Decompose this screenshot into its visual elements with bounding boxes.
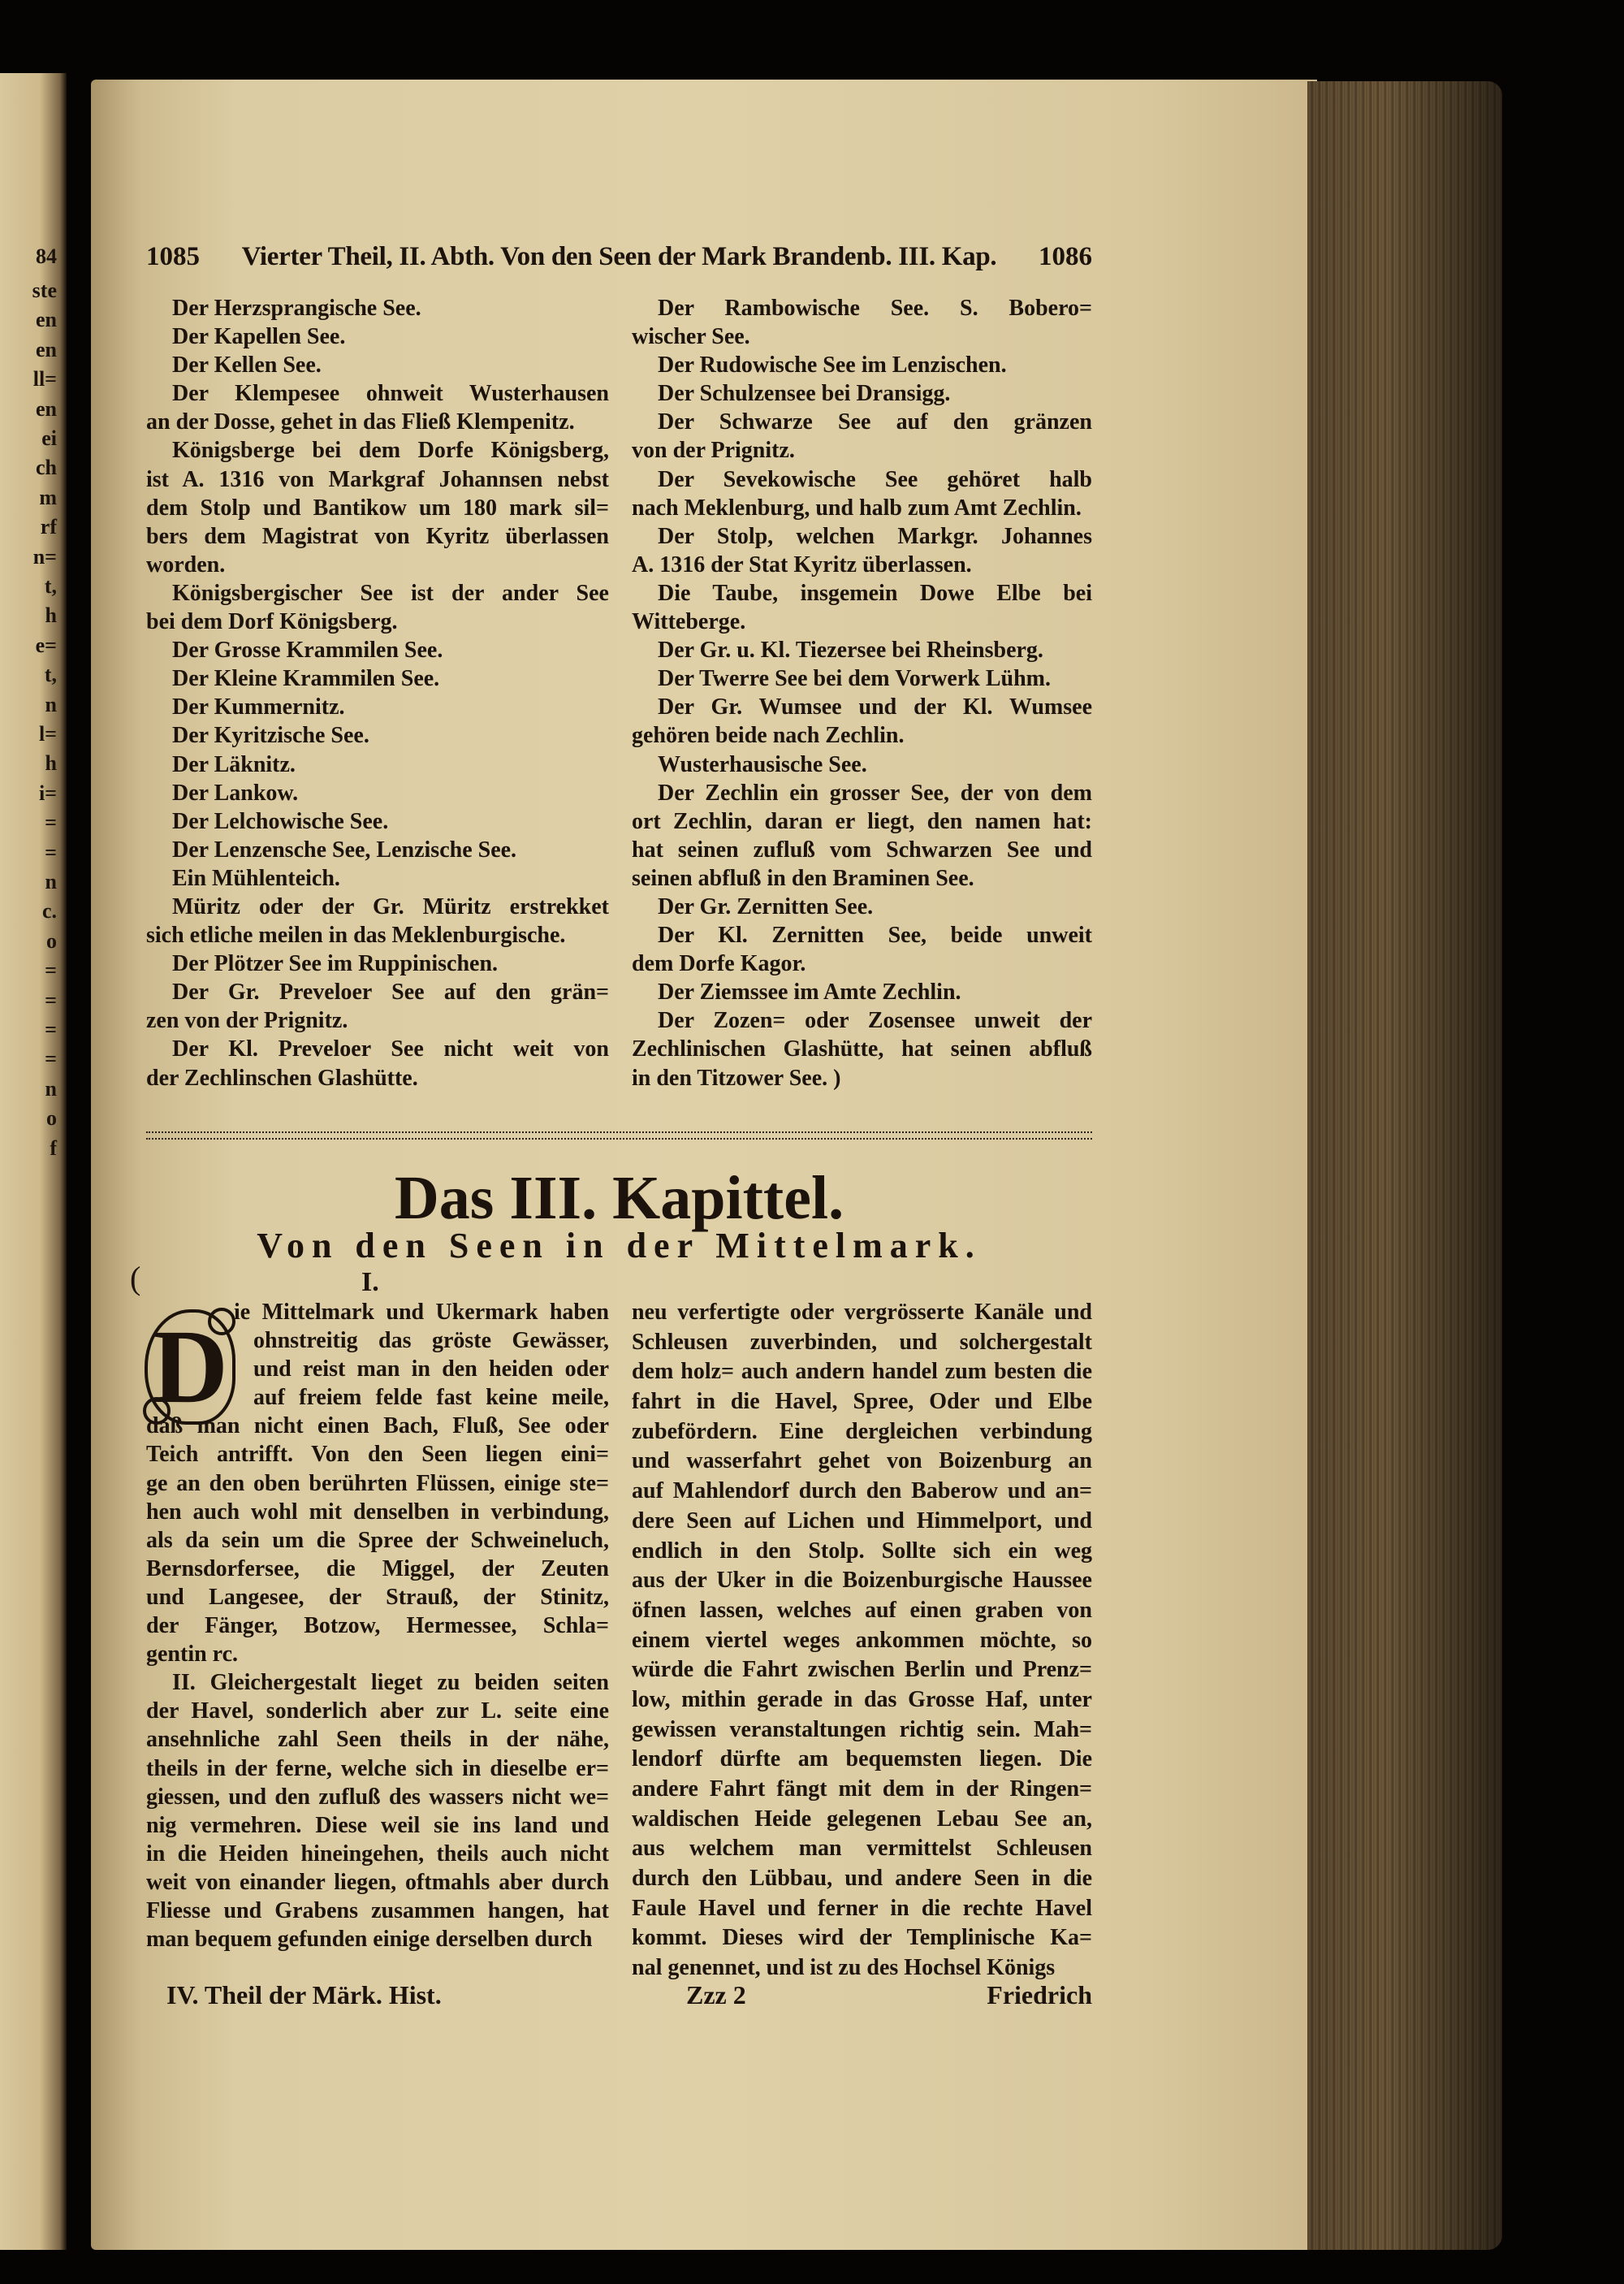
text-line: und wasserfahrt gehet von Boizenburg an: [632, 1448, 1092, 1474]
text-line: Bernsdorfersee, die Miggel, der Zeuten: [146, 1555, 609, 1581]
text-line: Der Kl. Preveloer See nicht weit von: [172, 1036, 609, 1062]
lower-left-column: [146, 1298, 609, 1953]
text-line: dem Stolp und Bantikow um 180 mark sil=: [146, 495, 609, 521]
previous-page-fragment: f: [50, 1136, 57, 1160]
running-title: Vierter Theil, II. Abth. Von den Seen der Mark Brandenb. III. Kap.: [241, 242, 997, 271]
text-line: Ein Mühlenteich.: [172, 865, 340, 891]
text-line: Der Zechlin ein grosser See, der von dem: [658, 780, 1092, 806]
text-line: Der Schwarze See auf den gränzen: [658, 409, 1092, 435]
text-line: Der Kyritzische See.: [172, 723, 369, 749]
text-line: nach Meklenburg, und halb zum Amt Zechlin.: [632, 495, 1082, 521]
text-line: endlich in den Stolp. Sollte sich ein weg: [632, 1538, 1092, 1564]
text-line: und Langesee, der Strauß, der Stinitz,: [146, 1584, 609, 1610]
text-line: weit von einander liegen, oftmahls aber durch: [146, 1869, 609, 1895]
previous-page-fragment: t,: [44, 663, 57, 687]
text-line: öfnen lassen, welches auf einen graben von: [632, 1597, 1092, 1623]
text-line: worden.: [146, 552, 226, 577]
text-line: Der Kl. Zernitten See, beide unweit: [658, 923, 1092, 949]
text-line: giessen, und den zufluß des wassers nicht we=: [146, 1784, 609, 1810]
text-line: low, mithin gerade in das Grosse Haf, unter: [632, 1686, 1092, 1712]
text-line: der Fänger, Botzow, Hermessee, Schla=: [146, 1613, 609, 1639]
text-line: Zechlinischen Glashütte, hat seinen abfluß: [632, 1036, 1092, 1062]
text-line: gehören beide nach Zechlin.: [632, 723, 905, 749]
text-line: sich etliche meilen in das Meklenburgische.: [146, 923, 566, 949]
text-line: gentin rc.: [146, 1642, 239, 1668]
previous-page-fragment: m: [39, 485, 57, 509]
previous-page-fragment: o: [46, 1106, 57, 1131]
text-line: ansehnliche zahl Seen theils in der nähe,: [146, 1727, 609, 1753]
previous-page-edge: [0, 73, 67, 2250]
signature-line: IV. Theil der Märk. Hist.: [166, 1980, 442, 2009]
text-line: in die Heiden hineingehen, theils auch nicht: [146, 1841, 609, 1867]
previous-page-fragment: n: [45, 692, 57, 716]
previous-page-fragment: =: [45, 1047, 57, 1071]
text-line: Der Rambowische See. S. Bobero=: [658, 296, 1092, 321]
page-number-right: 1086: [1039, 242, 1092, 271]
text-line: dem holz= auch andern handel zum besten die: [632, 1359, 1092, 1385]
text-line: gewissen veranstaltungen richtig sein. Mah=: [632, 1716, 1092, 1742]
previous-page-fragment: t,: [44, 574, 57, 598]
drop-cap-initial: D: [145, 1309, 235, 1425]
text-line: von der Prignitz.: [632, 438, 795, 464]
previous-page-fragment: n=: [32, 544, 57, 569]
previous-page-fragment: ch: [36, 456, 57, 480]
chapter-subtitle: Von den Seen in der Mittelmark.: [257, 1226, 982, 1265]
text-line: andere Fahrt fängt mit dem in der Ringen=: [632, 1776, 1092, 1802]
text-line: Der Gr. Wumsee und der Kl. Wumsee: [658, 694, 1092, 720]
previous-page-fragment: l=: [38, 722, 57, 746]
ornamental-divider: [146, 1131, 1092, 1140]
text-line: Königsbergischer See ist der ander See: [172, 580, 609, 606]
text-line: nig vermehren. Diese weil sie ins land und: [146, 1812, 609, 1838]
text-line: Wusterhausische See.: [658, 751, 867, 777]
text-line: würde die Fahrt zwischen Berlin und Prenz=: [632, 1657, 1092, 1683]
text-line: auf freiem felde fast keine meile,: [253, 1385, 609, 1411]
text-line: dem Dorfe Kagor.: [632, 951, 806, 977]
text-line: Der Plötzer See im Ruppinischen.: [172, 951, 499, 977]
previous-page-fragment: =: [45, 811, 57, 835]
text-line: Der Twerre See bei dem Vorwerk Lühm.: [658, 666, 1051, 692]
catchword: Friedrich: [987, 1980, 1092, 2009]
previous-page-fragment: =: [45, 840, 57, 864]
text-line: durch den Lübbau, und andere Seen in die: [632, 1866, 1092, 1892]
text-line: seinen abfluß in den Braminen See.: [632, 865, 974, 891]
text-line: Der Gr. Zernitten See.: [658, 893, 874, 919]
text-line: in den Titzower See. ): [632, 1065, 841, 1091]
text-line: lendorf dürfte am bequemsten liegen. Die: [632, 1746, 1092, 1772]
text-line: Witteberge.: [632, 609, 746, 635]
text-line: man bequem gefunden einige derselben durch: [146, 1927, 593, 1953]
previous-page-fragment: h: [45, 603, 57, 628]
text-line: Faule Havel und ferner in die rechte Havel: [632, 1895, 1092, 1921]
text-line: nal genennet, und ist zu des Hochsel Königs: [632, 1955, 1056, 1981]
text-line: als da sein um die Spree der Schweineluch,: [146, 1527, 609, 1553]
text-line: Der Schulzensee bei Dransigg.: [658, 381, 951, 407]
previous-page-fragment: h: [45, 751, 57, 776]
text-line: aus welchem man vermittelst Schleusen: [632, 1836, 1092, 1862]
text-line: Der Sevekowische See gehöret halb: [658, 466, 1092, 492]
book-page-block-edge: [1307, 81, 1502, 2250]
text-line: Müritz oder der Gr. Müritz erstrekket: [172, 893, 609, 919]
text-line: der Zechlinschen Glashütte.: [146, 1065, 418, 1091]
previous-page-fragment: i=: [38, 781, 57, 805]
text-line: theils in der ferne, welche sich in dieselbe er=: [146, 1755, 609, 1781]
chapter-title: Das III. Kapittel.: [394, 1164, 844, 1232]
previous-page-fragment: ste: [32, 279, 57, 302]
previous-page-fragment: e=: [35, 633, 57, 657]
text-line: Schleusen zuverbinden, und solchergestalt: [632, 1329, 1092, 1355]
text-line: Königsberge bei dem Dorfe Königsberg,: [172, 438, 609, 464]
text-line: hen auch wohl mit denselben in verbindung,: [146, 1499, 609, 1525]
previous-page-fragment: en: [36, 337, 57, 361]
text-line: bei dem Dorf Königsberg.: [146, 609, 398, 635]
previous-page-fragment: c.: [41, 899, 57, 924]
text-line: Der Kapellen See.: [172, 324, 346, 350]
text-line: ohnstreitig das gröste Gewässer,: [253, 1328, 609, 1354]
text-line: zen von der Prignitz.: [146, 1008, 348, 1034]
previous-page-fragment: =: [45, 988, 57, 1012]
previous-page-fragment: =: [45, 1018, 57, 1041]
text-line: Der Lankow.: [172, 780, 299, 806]
margin-parenthesis: (: [130, 1260, 141, 1296]
previous-page-fragment: ei: [41, 426, 57, 450]
text-line: fahrt in die Havel, Spree, Oder und Elbe: [632, 1389, 1092, 1415]
text-line: ge an den oben berührten Flüssen, einige ste=: [146, 1470, 609, 1496]
text-line: Der Herzsprangische See.: [172, 296, 421, 321]
text-line: waldischen Heide gelegenen Lebau See an,: [632, 1806, 1092, 1832]
text-line: Teich antrifft. Von den Seen liegen eini=: [146, 1442, 609, 1468]
text-line: dere Seen auf Lichen und Himmelport, und: [632, 1508, 1092, 1533]
text-line: wischer See.: [632, 324, 750, 350]
text-line: bers dem Magistrat von Kyritz überlassen: [146, 523, 609, 549]
previous-page-number: 84: [36, 244, 57, 268]
text-line: daß man nicht einen Bach, Fluß, See oder: [146, 1413, 609, 1439]
text-line: Der Stolp, welchen Markgr. Johannes: [658, 523, 1092, 549]
text-line: Der Gr. u. Kl. Tiezersee bei Rheinsberg.: [658, 638, 1043, 664]
text-line: Der Läknitz.: [172, 751, 296, 777]
text-line: Der Lelchowische See.: [172, 808, 389, 834]
page-number-left: 1085: [146, 242, 200, 271]
previous-page-fragment: ll=: [32, 367, 57, 391]
previous-page-fragment: en: [36, 308, 57, 332]
text-line: Der Grosse Krammilen See.: [172, 638, 443, 664]
upper-left-column: [146, 294, 609, 1092]
text-line: Die Taube, insgemein Dowe Elbe bei: [658, 580, 1092, 606]
previous-page-fragment: n: [45, 1076, 57, 1101]
text-line: an der Dosse, gehet in das Fließ Klempenitz.: [146, 409, 575, 435]
text-line: auf Mahlendorf durch den Baberow und an=: [632, 1478, 1092, 1504]
text-line: A. 1316 der Stat Kyritz überlassen.: [632, 552, 972, 577]
text-line: der Havel, sonderlich aber zur L. seite eine: [146, 1698, 609, 1724]
text-line: Der Rudowische See im Lenzischen.: [658, 353, 1007, 379]
text-line: hat seinen zufluß vom Schwarzen See und: [632, 837, 1092, 863]
text-line: einem viertel weges ankommen möchte, so: [632, 1627, 1092, 1653]
previous-page-fragment: =: [45, 958, 57, 983]
text-line: Der Kummernitz.: [172, 694, 345, 720]
text-line: kommt. Dieses wird der Templinische Ka=: [632, 1925, 1092, 1951]
upper-right-column: [632, 294, 1092, 1092]
text-line: Der Gr. Preveloer See auf den grän=: [172, 980, 609, 1006]
text-line: Fliesse und Grabens zusammen hangen, hat: [146, 1897, 609, 1923]
text-line: II. Gleichergestalt lieget zu beiden seiten: [172, 1670, 609, 1696]
text-line: Der Klempesee ohnweit Wusterhausen: [172, 381, 609, 407]
text-line: aus der Uker in die Boizenburgische Haussee: [632, 1568, 1092, 1594]
text-line: Der Lenzensche See, Lenzische See.: [172, 837, 517, 863]
signature-mark: Zzz 2: [686, 1980, 746, 2009]
text-line: Der Ziemssee im Amte Zechlin.: [658, 980, 961, 1006]
text-line: Der Kellen See.: [172, 353, 322, 379]
text-line: ist A. 1316 von Markgraf Johannsen nebst: [146, 466, 609, 492]
text-line: ort Zechlin, daran er liegt, den namen hat:: [632, 808, 1092, 834]
text-line: neu verfertigte oder vergrösserte Kanäle und: [632, 1300, 1092, 1325]
previous-page-fragment: en: [36, 396, 57, 421]
previous-page-fragment: rf: [40, 515, 57, 539]
running-header: [146, 242, 1092, 278]
text-line: und reist man in den heiden oder: [253, 1356, 609, 1382]
text-line: Der Kleine Krammilen See.: [172, 666, 440, 692]
text-line: zubefördern. Eine dergleichen verbindung: [632, 1418, 1092, 1444]
text-line: Der Zozen= oder Zosensee unweit der: [658, 1008, 1092, 1034]
text-line: ie Mittelmark und Ukermark haben: [234, 1300, 609, 1325]
section-number: I.: [361, 1267, 379, 1297]
previous-page-fragment: n: [45, 870, 57, 893]
lower-right-column: [632, 1298, 1092, 1983]
previous-page-fragment: o: [46, 928, 57, 953]
